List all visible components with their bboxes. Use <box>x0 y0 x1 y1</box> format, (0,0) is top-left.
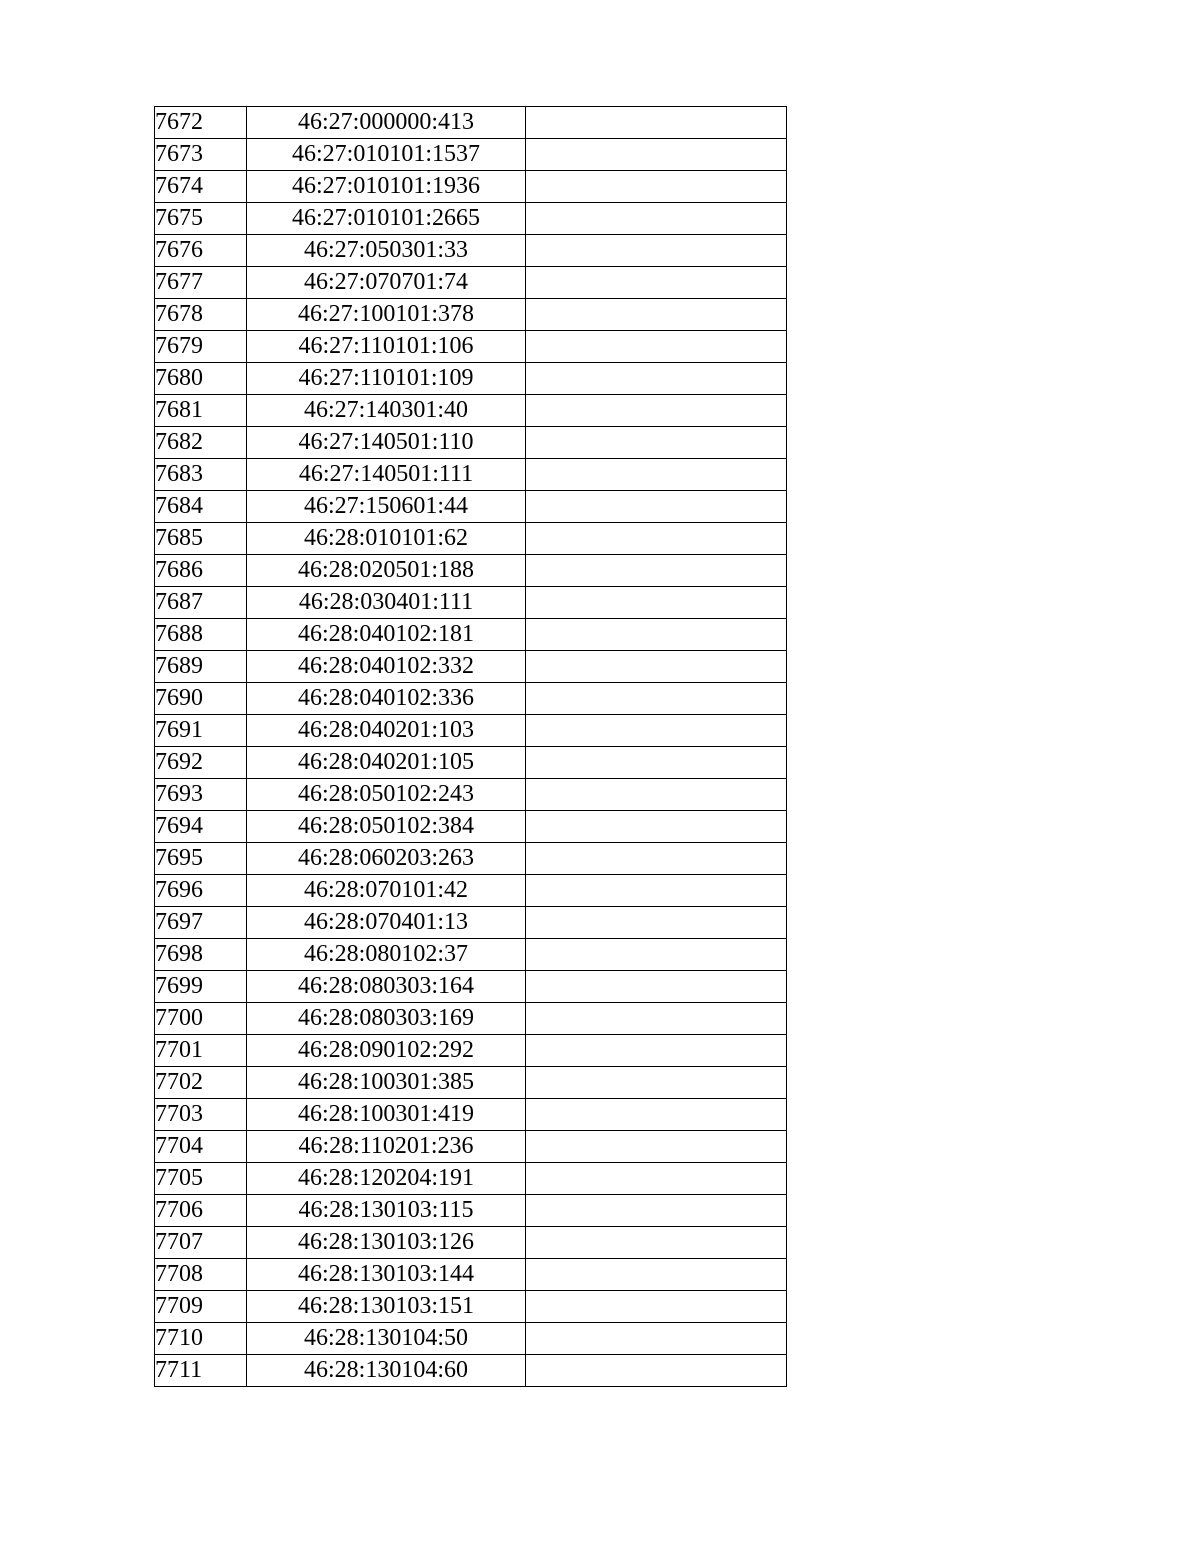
cadastral-number-cell: 46:27:140501:110 <box>247 427 526 459</box>
row-number-cell: 7685 <box>155 523 247 555</box>
empty-cell <box>526 491 787 523</box>
cadastral-number-cell: 46:28:060203:263 <box>247 843 526 875</box>
row-number-cell: 7699 <box>155 971 247 1003</box>
table-row <box>155 1195 787 1227</box>
row-number-cell: 7672 <box>155 107 247 139</box>
cadastral-number-cell: 46:27:140501:111 <box>247 459 526 491</box>
table-row <box>155 1035 787 1067</box>
table-row <box>155 875 787 907</box>
cadastral-number-cell: 46:28:010101:62 <box>247 523 526 555</box>
cadastral-number-cell: 46:28:110201:236 <box>247 1131 526 1163</box>
empty-cell <box>526 811 787 843</box>
cadastral-number-cell: 46:28:050102:384 <box>247 811 526 843</box>
cadastral-number-cell: 46:28:040102:332 <box>247 651 526 683</box>
row-number-cell: 7700 <box>155 1003 247 1035</box>
row-number-cell: 7708 <box>155 1259 247 1291</box>
table-row <box>155 1131 787 1163</box>
table-row <box>155 683 787 715</box>
empty-cell <box>526 1259 787 1291</box>
cadastral-number-cell: 46:28:100301:385 <box>247 1067 526 1099</box>
cadastral-number-cell: 46:28:130103:126 <box>247 1227 526 1259</box>
table-row <box>155 843 787 875</box>
table-row <box>155 971 787 1003</box>
table-row <box>155 267 787 299</box>
row-number-cell: 7695 <box>155 843 247 875</box>
table-row <box>155 651 787 683</box>
table-row <box>155 619 787 651</box>
cadastral-number-cell: 46:27:110101:109 <box>247 363 526 395</box>
table-row <box>155 203 787 235</box>
empty-cell <box>526 331 787 363</box>
table-row <box>155 1099 787 1131</box>
table-row <box>155 235 787 267</box>
cadastral-number-cell: 46:28:040201:103 <box>247 715 526 747</box>
cadastral-number-cell: 46:28:080303:164 <box>247 971 526 1003</box>
row-number-cell: 7686 <box>155 555 247 587</box>
empty-cell <box>526 395 787 427</box>
row-number-cell: 7704 <box>155 1131 247 1163</box>
empty-cell <box>526 619 787 651</box>
cadastral-number-cell: 46:28:040102:336 <box>247 683 526 715</box>
cadastral-number-cell: 46:28:130103:144 <box>247 1259 526 1291</box>
row-number-cell: 7698 <box>155 939 247 971</box>
empty-cell <box>526 907 787 939</box>
table-row <box>155 587 787 619</box>
row-number-cell: 7680 <box>155 363 247 395</box>
cadastral-number-cell: 46:27:010101:1936 <box>247 171 526 203</box>
table-row <box>155 907 787 939</box>
empty-cell <box>526 427 787 459</box>
empty-cell <box>526 171 787 203</box>
table-row <box>155 1003 787 1035</box>
cadastral-number-cell: 46:28:040102:181 <box>247 619 526 651</box>
table-row <box>155 1067 787 1099</box>
cadastral-number-cell: 46:28:080303:169 <box>247 1003 526 1035</box>
row-number-cell: 7688 <box>155 619 247 651</box>
empty-cell <box>526 683 787 715</box>
empty-cell <box>526 651 787 683</box>
cadastral-number-cell: 46:28:090102:292 <box>247 1035 526 1067</box>
table-row <box>155 939 787 971</box>
table-row <box>155 363 787 395</box>
empty-cell <box>526 267 787 299</box>
row-number-cell: 7675 <box>155 203 247 235</box>
row-number-cell: 7707 <box>155 1227 247 1259</box>
table-row <box>155 1259 787 1291</box>
empty-cell <box>526 747 787 779</box>
cadastral-number-cell: 46:27:070701:74 <box>247 267 526 299</box>
empty-cell <box>526 971 787 1003</box>
table-row <box>155 1227 787 1259</box>
row-number-cell: 7709 <box>155 1291 247 1323</box>
row-number-cell: 7706 <box>155 1195 247 1227</box>
empty-cell <box>526 363 787 395</box>
table-row <box>155 459 787 491</box>
cadastral-number-cell: 46:27:010101:2665 <box>247 203 526 235</box>
row-number-cell: 7687 <box>155 587 247 619</box>
row-number-cell: 7673 <box>155 139 247 171</box>
cadastral-number-cell: 46:28:050102:243 <box>247 779 526 811</box>
row-number-cell: 7689 <box>155 651 247 683</box>
table-row <box>155 491 787 523</box>
empty-cell <box>526 1195 787 1227</box>
empty-cell <box>526 139 787 171</box>
row-number-cell: 7682 <box>155 427 247 459</box>
row-number-cell: 7692 <box>155 747 247 779</box>
empty-cell <box>526 523 787 555</box>
table-row <box>155 747 787 779</box>
table-row <box>155 1291 787 1323</box>
cadastral-number-cell: 46:27:110101:106 <box>247 331 526 363</box>
cadastral-number-cell: 46:28:080102:37 <box>247 939 526 971</box>
table-row <box>155 779 787 811</box>
cadastral-number-cell: 46:28:130104:60 <box>247 1355 526 1387</box>
row-number-cell: 7694 <box>155 811 247 843</box>
table-row <box>155 107 787 139</box>
cadastral-number-cell: 46:27:000000:413 <box>247 107 526 139</box>
row-number-cell: 7691 <box>155 715 247 747</box>
empty-cell <box>526 1163 787 1195</box>
empty-cell <box>526 1227 787 1259</box>
empty-cell <box>526 779 787 811</box>
empty-cell <box>526 459 787 491</box>
row-number-cell: 7703 <box>155 1099 247 1131</box>
table-row <box>155 427 787 459</box>
cadastral-number-cell: 46:28:120204:191 <box>247 1163 526 1195</box>
row-number-cell: 7696 <box>155 875 247 907</box>
table-row <box>155 811 787 843</box>
empty-cell <box>526 203 787 235</box>
table-row <box>155 1163 787 1195</box>
row-number-cell: 7679 <box>155 331 247 363</box>
cadastral-number-cell: 46:28:100301:419 <box>247 1099 526 1131</box>
empty-cell <box>526 1003 787 1035</box>
empty-cell <box>526 555 787 587</box>
row-number-cell: 7683 <box>155 459 247 491</box>
empty-cell <box>526 939 787 971</box>
cadastral-number-cell: 46:27:140301:40 <box>247 395 526 427</box>
row-number-cell: 7677 <box>155 267 247 299</box>
row-number-cell: 7702 <box>155 1067 247 1099</box>
cadastral-number-cell: 46:28:070101:42 <box>247 875 526 907</box>
cadastral-number-cell: 46:27:150601:44 <box>247 491 526 523</box>
row-number-cell: 7676 <box>155 235 247 267</box>
table-row <box>155 523 787 555</box>
empty-cell <box>526 1323 787 1355</box>
cadastral-number-cell: 46:28:070401:13 <box>247 907 526 939</box>
row-number-cell: 7678 <box>155 299 247 331</box>
row-number-cell: 7681 <box>155 395 247 427</box>
row-number-cell: 7701 <box>155 1035 247 1067</box>
row-number-cell: 7705 <box>155 1163 247 1195</box>
row-number-cell: 7711 <box>155 1355 247 1387</box>
cadastral-number-cell: 46:27:010101:1537 <box>247 139 526 171</box>
cadastral-number-cell: 46:28:130104:50 <box>247 1323 526 1355</box>
table-row <box>155 331 787 363</box>
empty-cell <box>526 299 787 331</box>
row-number-cell: 7693 <box>155 779 247 811</box>
empty-cell <box>526 875 787 907</box>
cadastral-number-cell: 46:28:130103:115 <box>247 1195 526 1227</box>
empty-cell <box>526 1067 787 1099</box>
table-body <box>155 107 787 1387</box>
cadastral-number-cell: 46:27:050301:33 <box>247 235 526 267</box>
row-number-cell: 7690 <box>155 683 247 715</box>
empty-cell <box>526 1035 787 1067</box>
empty-cell <box>526 843 787 875</box>
cadastral-number-cell: 46:28:020501:188 <box>247 555 526 587</box>
row-number-cell: 7697 <box>155 907 247 939</box>
cadastral-number-cell: 46:28:030401:111 <box>247 587 526 619</box>
cadastral-table <box>154 106 787 1387</box>
cadastral-number-cell: 46:28:130103:151 <box>247 1291 526 1323</box>
empty-cell <box>526 1131 787 1163</box>
table-row <box>155 171 787 203</box>
empty-cell <box>526 1099 787 1131</box>
table-row <box>155 139 787 171</box>
cadastral-number-cell: 46:28:040201:105 <box>247 747 526 779</box>
table-row <box>155 299 787 331</box>
empty-cell <box>526 235 787 267</box>
row-number-cell: 7674 <box>155 171 247 203</box>
empty-cell <box>526 587 787 619</box>
empty-cell <box>526 1291 787 1323</box>
row-number-cell: 7710 <box>155 1323 247 1355</box>
table-row <box>155 715 787 747</box>
cadastral-number-cell: 46:27:100101:378 <box>247 299 526 331</box>
table-row <box>155 555 787 587</box>
table-row <box>155 1323 787 1355</box>
row-number-cell: 7684 <box>155 491 247 523</box>
empty-cell <box>526 107 787 139</box>
empty-cell <box>526 715 787 747</box>
table-row <box>155 1355 787 1387</box>
table-row <box>155 395 787 427</box>
empty-cell <box>526 1355 787 1387</box>
